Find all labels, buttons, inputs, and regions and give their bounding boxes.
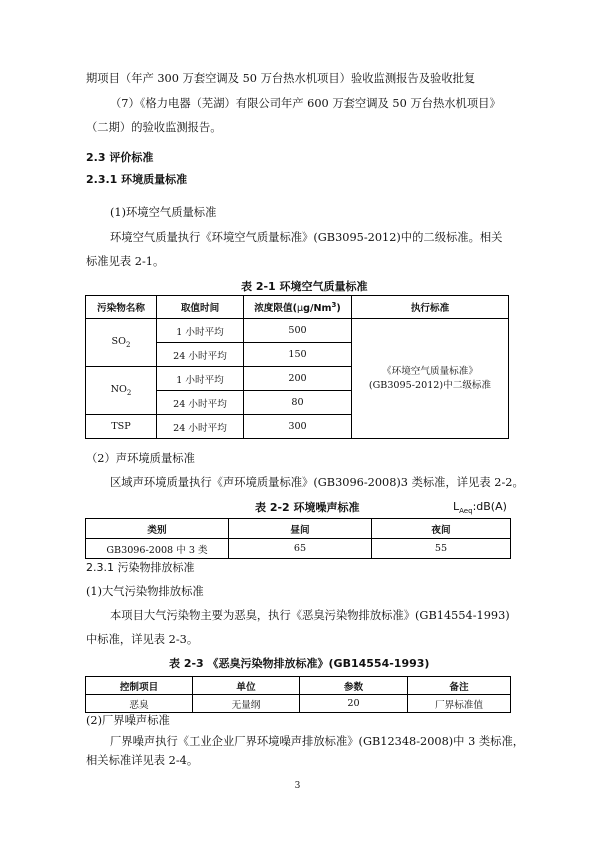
value-cell: 300 [244,415,352,439]
table-cell: 55 [372,539,511,559]
period-cell: 1 小时平均 [157,367,244,391]
period-cell: 24 小时平均 [157,391,244,415]
table-cell: 恶臭 [86,695,193,713]
table-cell: 65 [229,539,372,559]
standard-cell [352,319,509,439]
table-header: 昼间 [229,519,372,539]
table-caption: 表 2-3 《恶臭污染物排放标准》(GB14554-1993) [169,657,430,670]
table-caption: 表 2-1 环境空气质量标准 [241,280,368,293]
table-header: 备注 [408,677,511,695]
value-cell: 200 [244,367,352,391]
table-header: 单位 [193,677,300,695]
table-header: 污染物名称 [86,296,157,319]
pollutant-cell: $NO_2$ [86,367,157,415]
paragraph-line: 中标准，详见表 2-3。 [86,633,199,646]
subheading: (1)大气污染物排放标准 [86,585,204,598]
table-header: 执行标准 [352,296,509,319]
table-cell: 20 [300,695,408,713]
paragraph-line: （7）《格力电器（芜湖）有限公司年产 600 万套空调及 50 万台热水机项目》 [110,97,501,110]
section-heading: 2.3 评价标准 [86,151,154,164]
table-header: 取值时间 [157,296,244,319]
odor-standard-table [85,676,511,713]
paragraph-line: 相关标准详见表 2-4。 [86,754,199,767]
noise-standard-table [85,518,511,559]
paragraph-line: 环境空气质量执行《环境空气质量标准》(GB3095-2012)中的二级标准。相关 [110,231,503,244]
paragraph-line: 本项目大气污染物主要为恶臭，执行《恶臭污染物排放标准》(GB14554-1993) [110,609,510,622]
paragraph-line: 标准见表 2-1。 [86,255,165,268]
table-caption: 表 2-2 环境噪声标准 [255,501,360,514]
table-cell: 无量纲 [193,695,300,713]
period-cell: 24 小时平均 [157,343,244,367]
unit-label: $L_{Aeq}:dB(A)$ [453,500,507,516]
paragraph-line: （二期）的验收监测报告。 [86,121,222,134]
period-cell: 24 小时平均 [157,415,244,439]
table-header: 浓度限值(μg/Nm$^3$) [244,296,352,319]
page-number: 3 [294,781,301,791]
value-cell: 80 [244,391,352,415]
subheading: （2）声环境质量标准 [86,452,195,465]
table-header: 参数 [300,677,408,695]
table-cell: GB3096-2008 中 3 类 [86,539,229,559]
value-cell: 150 [244,343,352,367]
air-quality-table [85,295,509,439]
paragraph-line: 区域声环境质量执行《声环境质量标准》(GB3096-2008)3 类标准，详见表 2-2。 [110,476,524,489]
standard-line: (GB3095-2012)中二级标准 [368,379,492,391]
subheading: (1)环境空气质量标准 [110,206,217,219]
table-header: 控制项目 [86,677,193,695]
pollutant-cell: TSP [86,415,157,439]
subheading: (2)厂界噪声标准 [86,714,170,727]
table-cell: 厂界标准值 [408,695,511,713]
pollutant-cell: $SO_2$ [86,319,157,367]
subsection-heading: 2.3.1 污染物排放标准 [86,561,195,574]
period-cell: 1 小时平均 [157,319,244,343]
table-header: 类别 [86,519,229,539]
standard-line: 《环境空气质量标准》 [382,365,478,377]
value-cell: 500 [244,319,352,343]
subsection-heading: 2.3.1 环境质量标准 [86,173,188,186]
table-header: 夜间 [372,519,511,539]
paragraph-line: 期项目（年产 300 万套空调及 50 万台热水机项目）验收监测报告及验收批复 [86,72,476,85]
paragraph-line: 厂界噪声执行《工业企业厂界环境噪声排放标准》(GB12348-2008)中 3 类标准， [110,735,525,748]
